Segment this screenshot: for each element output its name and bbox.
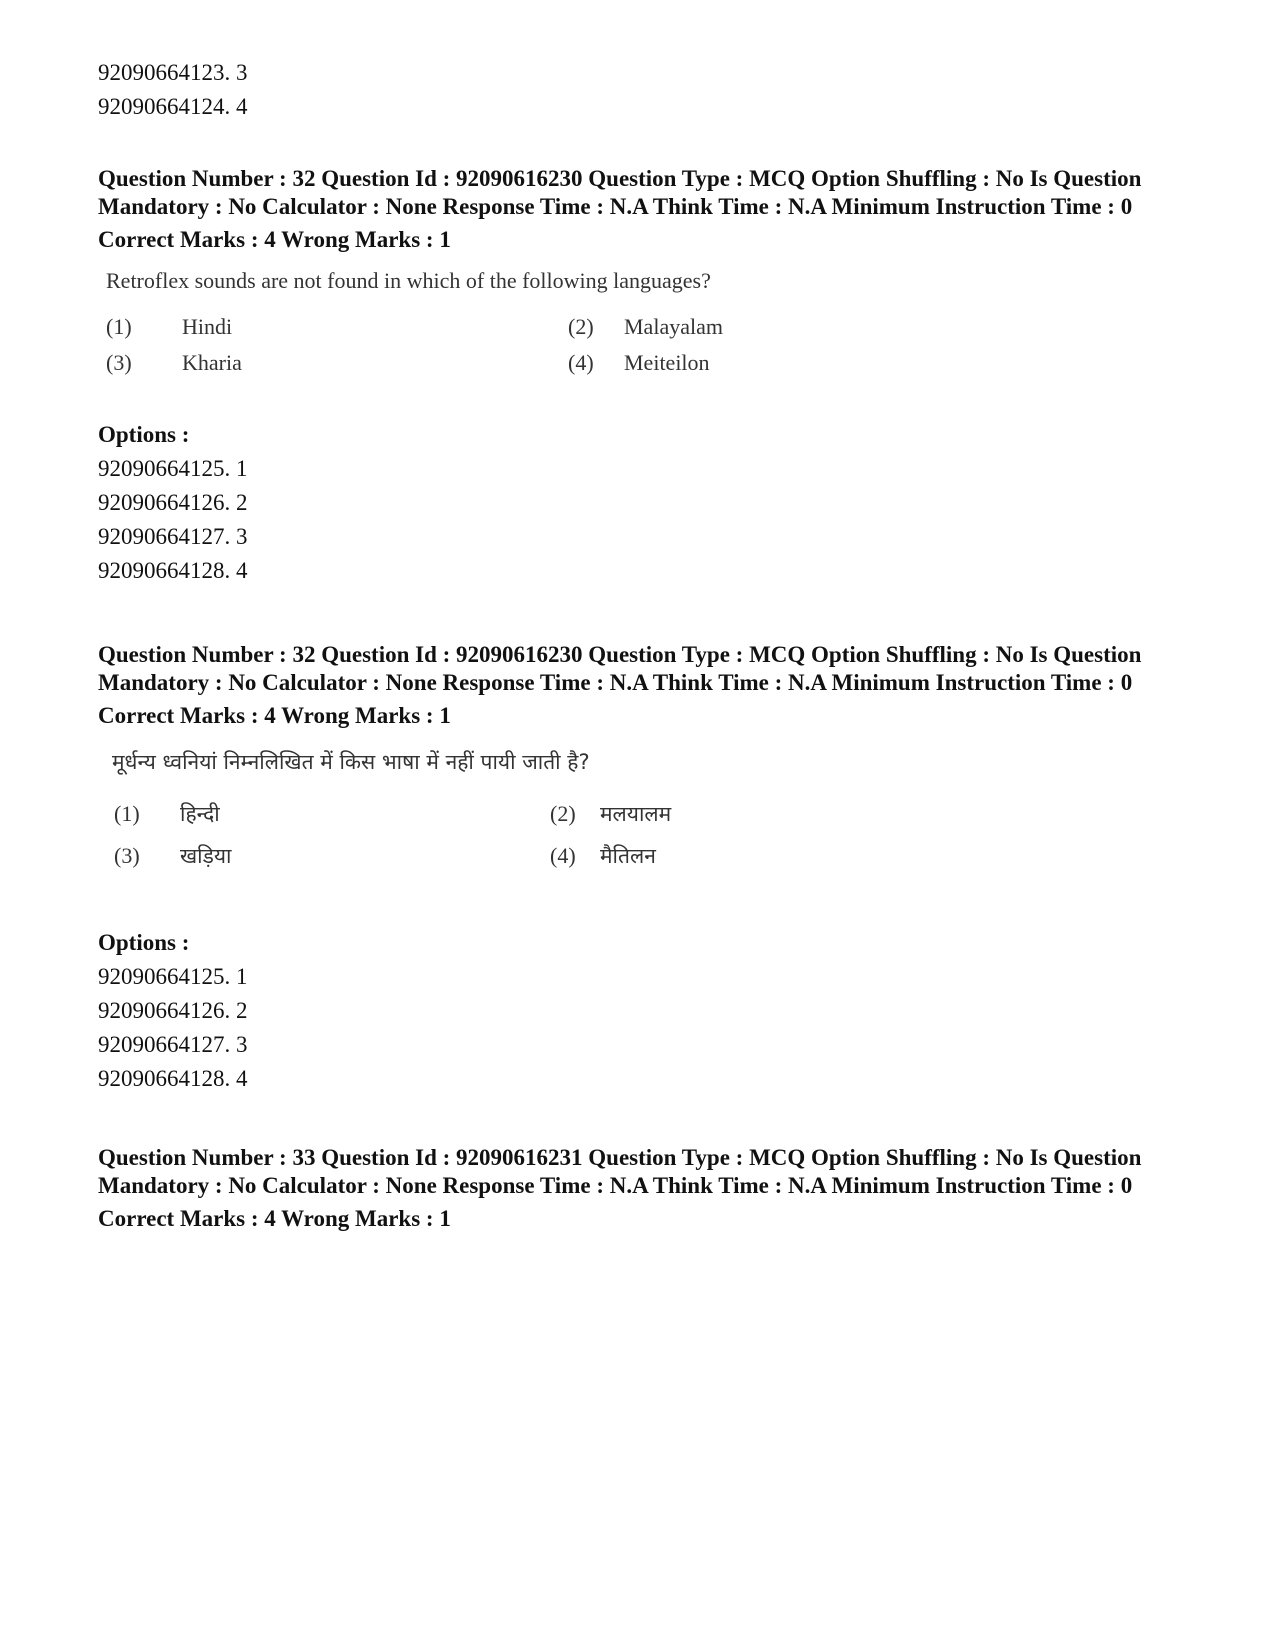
option-line: 92090664127. 3 bbox=[98, 524, 248, 549]
choice-3 bbox=[106, 350, 242, 376]
question-marks: Correct Marks : 4 Wrong Marks : 1 bbox=[98, 1206, 451, 1231]
question-text: Retroflex sounds are not found in which of the following languages? bbox=[106, 268, 711, 293]
question-meta: Question Number : 32 Question Id : 92090616230 Question Type : MCQ Option Shuffling : No Is Question Mandatory : No Calculator : None Response Time : N.A Think Time : N.A Minimum Instruction Time : 0 bbox=[98, 642, 1142, 695]
choice-1 bbox=[114, 800, 220, 828]
question-marks: Correct Marks : 4 Wrong Marks : 1 bbox=[98, 703, 451, 728]
question-body bbox=[98, 748, 1178, 918]
option-line: 92090664127. 3 bbox=[98, 1032, 248, 1057]
option-line: 92090664124. 4 bbox=[98, 94, 248, 119]
choice-text: मैतिलन bbox=[600, 844, 656, 868]
option-line: 92090664128. 4 bbox=[98, 1066, 248, 1091]
option-line: 92090664125. 1 bbox=[98, 456, 248, 481]
choice-text: Kharia bbox=[182, 350, 242, 375]
question-marks: Correct Marks : 4 Wrong Marks : 1 bbox=[98, 227, 451, 252]
choice-number: (3) bbox=[106, 350, 132, 375]
choice-1 bbox=[106, 314, 232, 340]
choice-number: (3) bbox=[114, 843, 140, 868]
choice-text: Malayalam bbox=[624, 314, 723, 339]
choice-2 bbox=[550, 800, 671, 828]
options-block bbox=[98, 926, 1178, 1096]
question-text: मूर्धन्य ध्वनियां निम्नलिखित में किस भाषा में नहीं पायी जाती है? bbox=[112, 750, 590, 774]
option-line: 92090664125. 1 bbox=[98, 964, 248, 989]
top-options bbox=[98, 56, 248, 124]
option-line: 92090664128. 4 bbox=[98, 558, 248, 583]
choice-text: हिन्दी bbox=[180, 802, 220, 826]
choice-number: (2) bbox=[568, 314, 594, 339]
options-label: Options : bbox=[98, 422, 190, 447]
choice-4 bbox=[568, 350, 710, 376]
options-block bbox=[98, 418, 1178, 588]
question-32-hi bbox=[98, 641, 1178, 1096]
choice-4 bbox=[550, 842, 656, 870]
choice-text: मलयालम bbox=[600, 802, 672, 826]
choice-number: (4) bbox=[550, 843, 576, 868]
choice-number: (1) bbox=[106, 314, 132, 339]
question-meta: Question Number : 33 Question Id : 92090616231 Question Type : MCQ Option Shuffling : No Is Question Mandatory : No Calculator : None Response Time : N.A Think Time : N.A Minimum Instruction Time : 0 bbox=[98, 1145, 1142, 1198]
choice-text: Meiteilon bbox=[624, 350, 710, 375]
choice-number: (1) bbox=[114, 801, 140, 826]
question-33 bbox=[98, 1144, 1178, 1233]
question-meta: Question Number : 32 Question Id : 92090616230 Question Type : MCQ Option Shuffling : No Is Question Mandatory : No Calculator : None Response Time : N.A Think Time : N.A Minimum Instruction Time : 0 bbox=[98, 166, 1142, 219]
choice-number: (4) bbox=[568, 350, 594, 375]
question-body bbox=[98, 268, 1178, 418]
option-line: 92090664123. 3 bbox=[98, 60, 248, 85]
options-label: Options : bbox=[98, 930, 190, 955]
choice-number: (2) bbox=[550, 801, 576, 826]
question-32-en bbox=[98, 165, 1178, 588]
choice-2 bbox=[568, 314, 723, 340]
choice-text: खड़िया bbox=[180, 844, 232, 868]
choice-3 bbox=[114, 842, 231, 870]
choice-text: Hindi bbox=[182, 314, 233, 339]
option-line: 92090664126. 2 bbox=[98, 998, 248, 1023]
option-line: 92090664126. 2 bbox=[98, 490, 248, 515]
